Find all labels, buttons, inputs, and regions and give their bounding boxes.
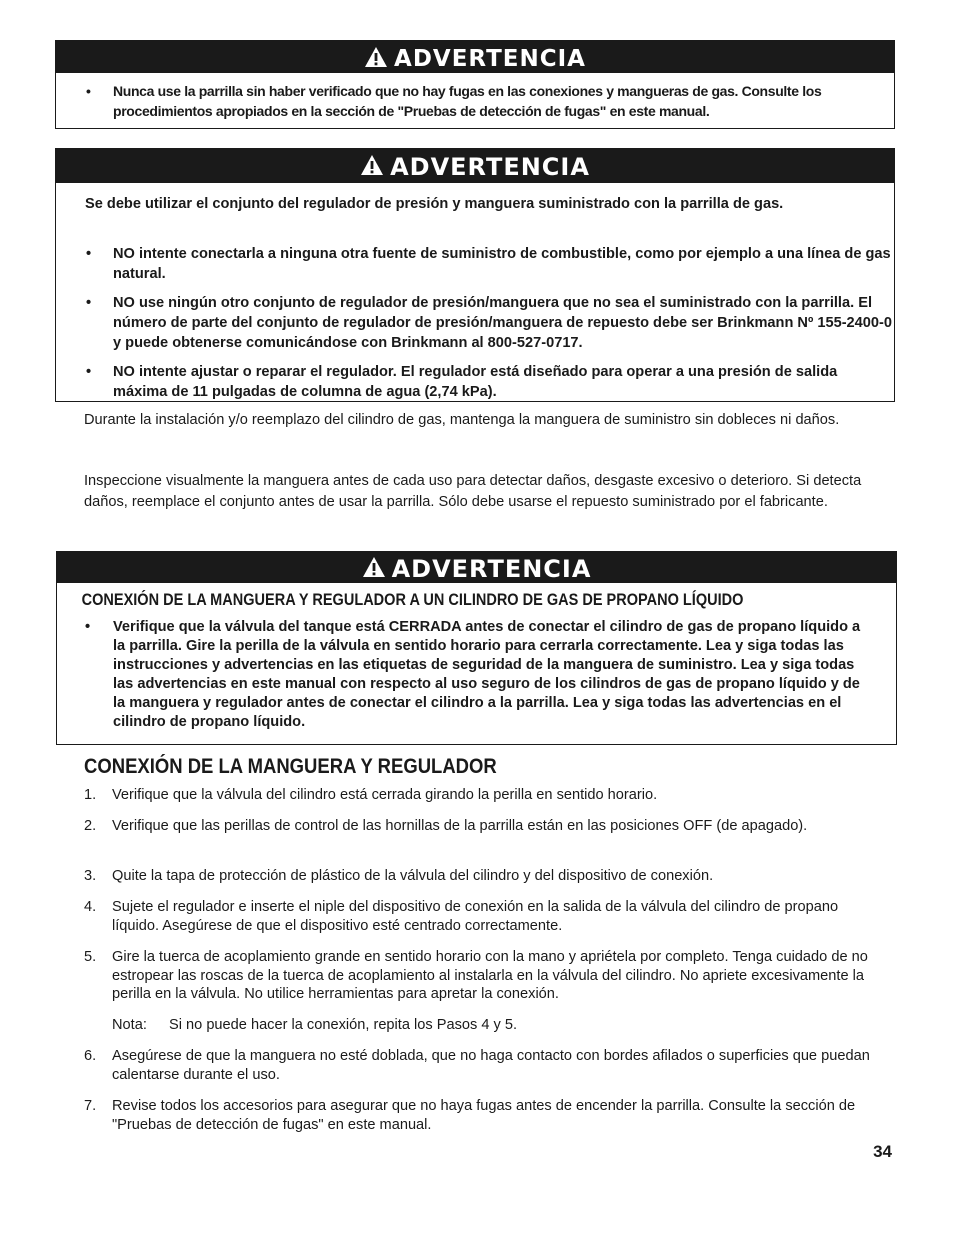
step-item: [84, 867, 874, 886]
bullet: •: [86, 295, 92, 311]
step-item: [84, 898, 874, 935]
warning-bullet-item: [56, 293, 894, 353]
note: [84, 1016, 874, 1035]
warning-header-text: ADVERTENCIA: [394, 46, 586, 72]
step-text: Asegúrese de que la manguera no esté doblada, que no haga contacto con bordes afilados o superficies que puedan calentarse durante el uso.: [112, 1048, 870, 1083]
warning-intro: Se debe utilizar el conjunto del regulador de presión y manguera suministrado con la parrilla de gas.: [85, 196, 784, 212]
step-number: 3.: [84, 868, 97, 884]
warning-box-3: [56, 551, 897, 745]
section-title: CONEXIÓN DE LA MANGUERA Y REGULADOR: [84, 755, 497, 778]
step-number: 1.: [84, 787, 97, 803]
step-text: Verifique que las perillas de control de las hornillas de la parrilla están en las posiciones OFF (de apagado).: [112, 818, 808, 834]
bullet: •: [85, 619, 91, 635]
warning-triangle-icon: [360, 154, 384, 180]
paragraph-installation: Durante la instalación y/o reemplazo del cilindro de gas, mantenga la manguera de suministro sin dobleces ni daños.: [84, 412, 840, 428]
step-number: 2.: [84, 818, 97, 834]
warning-triangle-icon: [364, 46, 388, 73]
step-item: [84, 948, 874, 1004]
warning-triangle-icon: [362, 556, 386, 582]
step-text: Sujete el regulador e inserte el niple del dispositivo de conexión en la salida de la válvula del cilindro de propano líquido. Asegúrese de que el dispositivo esté centrado correctamente.: [112, 899, 839, 934]
bullet: •: [86, 246, 92, 262]
warning-header: [56, 149, 894, 183]
warning-bullet-item: [56, 81, 894, 121]
bullet: •: [86, 364, 92, 380]
paragraph-inspection: Inspeccione visualmente la manguera antes de cada uso para detectar daños, desgaste excesivo o deterioro. Si detecta daños, reemplace el conjunto antes de usar la parrilla. Sólo debe usarse el repuesto suministrado por el fabricante.: [84, 473, 862, 510]
warning-bullet-item: [57, 618, 896, 732]
warning-header-text: ADVERTENCIA: [390, 153, 590, 181]
warning-bullet-item: [56, 244, 894, 284]
warning-text: Verifique que la válvula del tanque está CERRADA antes de conectar el cilindro de gas de propano líquido a la parrilla. Gire la perilla de la válvula en sentido horario para cerrarla correctamente. Lea y siga todas las instrucciones y advertencias en las etiquetas de seguridad de la manguera de suministro. Lea y siga todas las advertencias en este manual con respecto al uso seguro de los cilindros de gas de propano líquido y de la manguera y regulador antes de conectar el cilindro a la parrilla. Lea y siga todas las advertencias en el cilindro de propano líquido.: [113, 619, 861, 730]
warning-text: Nunca use la parrilla sin haber verificado que no hay fugas en las conexiones y mangueras de gas. Consulte los procedimientos apropiados en la sección de "Pruebas de detección de fugas" en este manual.: [113, 83, 822, 119]
step-text: Gire la tuerca de acoplamiento grande en sentido horario con la mano y apriétela por completo. Tenga cuidado de no estropear las roscas de la tuerca de acoplamiento al instalarla en la válvula del cilindro. No apriete excesivamente la perilla en la válvula. No utilice herramientas para apretar la conexión.: [112, 949, 868, 1002]
note-text: Si no puede hacer la conexión, repita los Pasos 4 y 5.: [169, 1017, 518, 1033]
bullet: •: [86, 83, 91, 99]
step-text: Revise todos los accesorios para asegurar que no haya fugas antes de encender la parrilla. Consulte la sección de "Pruebas de detección de fugas" en este manual.: [112, 1098, 856, 1133]
warning-header: [56, 41, 894, 73]
warning-text: NO use ningún otro conjunto de regulador de presión/manguera que no sea el suministrado con la parrilla. El número de parte del conjunto de regulador de presión/manguera de repuesto debe ser Brinkmann Nº 155-2400-0 y puede obtenerse comunicándose con Brinkmann al 800-527-0717.: [113, 295, 892, 351]
step-item: [84, 1047, 874, 1084]
warning-text: NO intente ajustar o reparar el regulador. El regulador está diseñado para operar a una presión de salida máxima de 11 pulgadas de columna de agua (2,74 kPa).: [113, 364, 838, 400]
warning-bullet-item: [56, 362, 894, 402]
warning-title: CONEXIÓN DE LA MANGUERA Y REGULADOR A UN CILINDRO DE GAS DE PROPANO LÍQUIDO: [81, 591, 744, 609]
warning-header-text: ADVERTENCIA: [391, 555, 592, 583]
warning-header: [57, 552, 896, 583]
page-number: 34: [873, 1142, 892, 1161]
warning-text: NO intente conectarla a ninguna otra fuente de suministro de combustible, como por ejemplo a una línea de gas natural.: [113, 246, 891, 282]
step-number: 5.: [84, 949, 97, 965]
step-item: [84, 786, 874, 805]
warning-box-1: [55, 40, 895, 129]
step-number: 7.: [84, 1098, 97, 1114]
step-number: 4.: [84, 899, 97, 915]
note-label: Nota:: [112, 1017, 147, 1033]
step-item: [84, 1097, 874, 1134]
warning-box-2: [55, 148, 895, 402]
step-item: [84, 817, 874, 836]
step-text: Verifique que la válvula del cilindro está cerrada girando la perilla en sentido horario.: [112, 787, 658, 803]
step-number: 6.: [84, 1048, 97, 1064]
step-text: Quite la tapa de protección de plástico de la válvula del cilindro y del dispositivo de conexión.: [112, 868, 714, 884]
